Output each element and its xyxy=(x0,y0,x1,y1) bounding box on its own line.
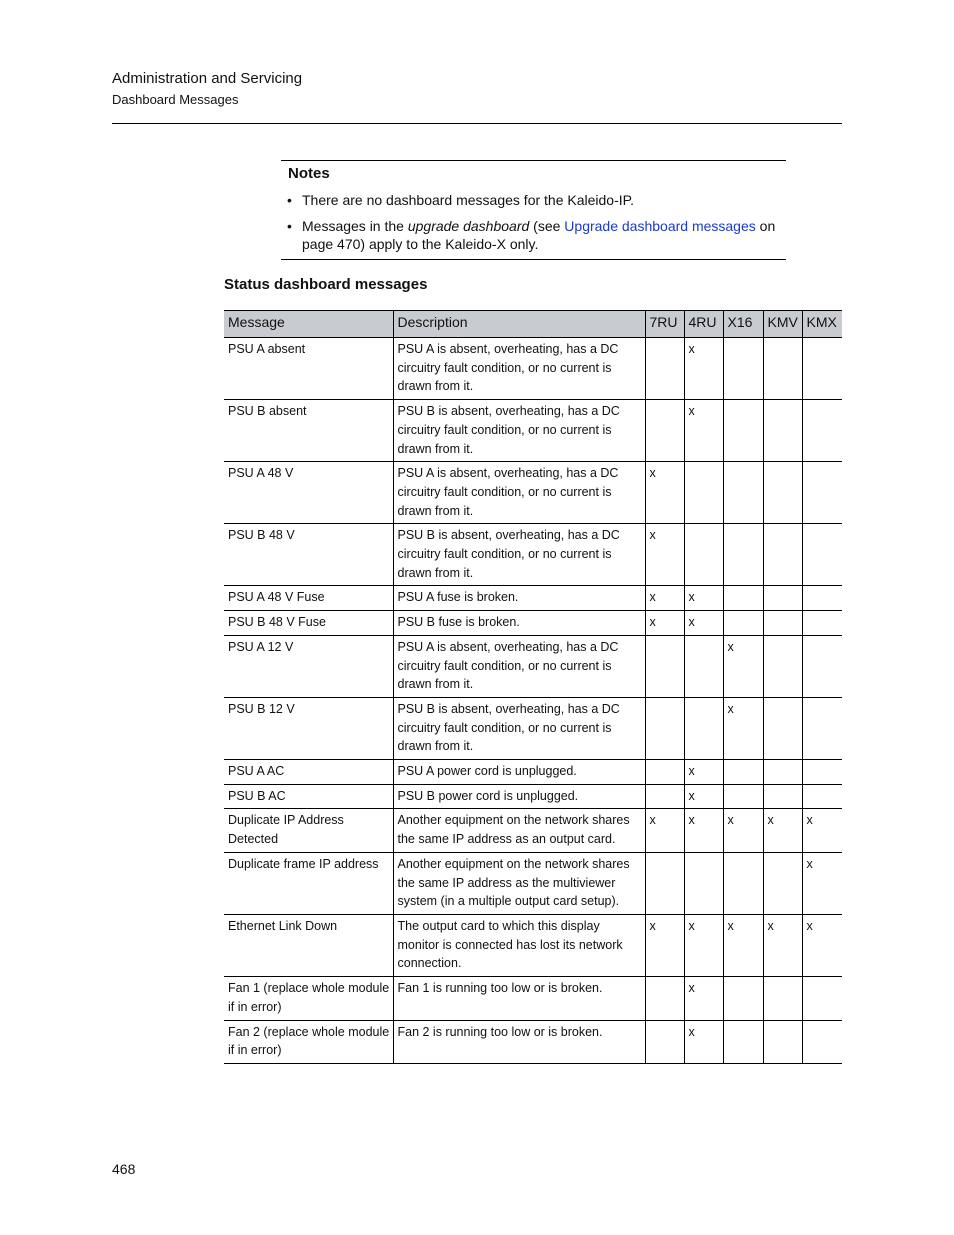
message-cell: Duplicate frame IP address xyxy=(224,852,393,914)
message-cell: PSU B 48 V xyxy=(224,524,393,586)
cell-x16 xyxy=(723,1020,763,1063)
cell-kmx: x xyxy=(802,852,842,914)
cell-x16 xyxy=(723,462,763,524)
table-row xyxy=(224,809,842,852)
cell-7ru xyxy=(645,1020,684,1063)
cell-x16: x xyxy=(723,914,763,976)
status-messages-table xyxy=(224,310,842,1064)
message-cell: Duplicate IP Address Detected xyxy=(224,809,393,852)
cell-x16 xyxy=(723,611,763,636)
cell-x16 xyxy=(723,852,763,914)
cell-kmx xyxy=(802,635,842,697)
cell-4ru: x xyxy=(684,611,723,636)
cell-4ru xyxy=(684,635,723,697)
cell-7ru xyxy=(645,635,684,697)
cell-kmv xyxy=(763,524,802,586)
cell-x16: x xyxy=(723,635,763,697)
table-row xyxy=(224,914,842,976)
table-row xyxy=(224,524,842,586)
cell-kmx: x xyxy=(802,914,842,976)
cell-kmv xyxy=(763,338,802,400)
cell-x16 xyxy=(723,524,763,586)
cell-4ru: x xyxy=(684,784,723,809)
note-item xyxy=(281,191,786,209)
message-cell: Fan 2 (replace whole module if in error) xyxy=(224,1020,393,1063)
note-text: (see xyxy=(529,218,565,234)
cell-kmv: x xyxy=(763,809,802,852)
message-cell: PSU A absent xyxy=(224,338,393,400)
description-cell: PSU B is absent, overheating, has a DC circuitry fault condition, or no current is drawn from it. xyxy=(393,400,645,462)
header-rule xyxy=(112,123,842,124)
message-cell: PSU B AC xyxy=(224,784,393,809)
column-header: 7RU xyxy=(645,311,684,338)
note-text: There are no dashboard messages for the Kaleido-IP. xyxy=(302,192,635,208)
cell-kmv xyxy=(763,400,802,462)
message-cell: PSU B 48 V Fuse xyxy=(224,611,393,636)
cell-7ru xyxy=(645,697,684,759)
cell-kmx xyxy=(802,611,842,636)
cell-7ru: x xyxy=(645,914,684,976)
column-header: 4RU xyxy=(684,311,723,338)
note-italic-term: upgrade dashboard xyxy=(407,218,530,234)
table-row xyxy=(224,462,842,524)
cell-7ru xyxy=(645,338,684,400)
cell-kmx xyxy=(802,760,842,785)
cell-kmv xyxy=(763,586,802,611)
cell-x16 xyxy=(723,784,763,809)
column-header: KMX xyxy=(802,311,842,338)
cell-7ru xyxy=(645,400,684,462)
message-cell: Ethernet Link Down xyxy=(224,914,393,976)
cell-7ru xyxy=(645,760,684,785)
column-header: Description xyxy=(393,311,645,338)
description-cell: Another equipment on the network shares the same IP address as the multiviewer system (in a multiple output card setup). xyxy=(393,852,645,914)
cell-kmv xyxy=(763,462,802,524)
cell-4ru xyxy=(684,852,723,914)
cell-kmv xyxy=(763,635,802,697)
description-cell: PSU B power cord is unplugged. xyxy=(393,784,645,809)
cell-x16 xyxy=(723,338,763,400)
cell-kmx xyxy=(802,524,842,586)
cell-kmx xyxy=(802,400,842,462)
cell-x16: x xyxy=(723,697,763,759)
cell-kmx xyxy=(802,338,842,400)
cell-kmx xyxy=(802,1020,842,1063)
cell-4ru: x xyxy=(684,914,723,976)
cell-kmx: x xyxy=(802,809,842,852)
description-cell: Fan 2 is running too low or is broken. xyxy=(393,1020,645,1063)
message-cell: PSU B absent xyxy=(224,400,393,462)
cell-4ru xyxy=(684,524,723,586)
note-text: on page 470) apply to the Kaleido-X only. xyxy=(302,218,776,252)
bullet-icon: • xyxy=(287,192,292,208)
cell-4ru: x xyxy=(684,586,723,611)
notes-box xyxy=(281,160,786,260)
cell-7ru xyxy=(645,784,684,809)
message-cell: PSU A 12 V xyxy=(224,635,393,697)
description-cell: PSU B is absent, overheating, has a DC circuitry fault condition, or no current is drawn from it. xyxy=(393,697,645,759)
cell-kmv xyxy=(763,977,802,1020)
column-header: X16 xyxy=(723,311,763,338)
cell-7ru: x xyxy=(645,809,684,852)
section-title: Status dashboard messages xyxy=(224,276,428,293)
message-cell: PSU A 48 V Fuse xyxy=(224,586,393,611)
bullet-icon: • xyxy=(287,218,292,234)
cell-kmv xyxy=(763,611,802,636)
cell-x16 xyxy=(723,760,763,785)
cell-7ru: x xyxy=(645,524,684,586)
description-cell: Fan 1 is running too low or is broken. xyxy=(393,977,645,1020)
note-text: Messages in the xyxy=(302,218,408,234)
cell-4ru: x xyxy=(684,809,723,852)
cell-kmv xyxy=(763,784,802,809)
cell-x16 xyxy=(723,977,763,1020)
description-cell: PSU A fuse is broken. xyxy=(393,586,645,611)
table-row xyxy=(224,611,842,636)
description-cell: PSU A is absent, overheating, has a DC circuitry fault condition, or no current is drawn from it. xyxy=(393,635,645,697)
running-header-subtitle: Dashboard Messages xyxy=(112,92,239,107)
page-number: 468 xyxy=(112,1161,136,1177)
cell-4ru xyxy=(684,697,723,759)
cell-7ru xyxy=(645,852,684,914)
cell-kmx xyxy=(802,697,842,759)
message-cell: PSU B 12 V xyxy=(224,697,393,759)
description-cell: PSU A is absent, overheating, has a DC circuitry fault condition, or no current is drawn from it. xyxy=(393,462,645,524)
upgrade-dashboard-link[interactable]: Upgrade dashboard messages xyxy=(564,218,756,234)
table-row xyxy=(224,697,842,759)
table-row xyxy=(224,1020,842,1063)
cell-kmv: x xyxy=(763,914,802,976)
table-row xyxy=(224,338,842,400)
table-header-row xyxy=(224,311,842,338)
cell-7ru xyxy=(645,977,684,1020)
description-cell: PSU A power cord is unplugged. xyxy=(393,760,645,785)
table-row xyxy=(224,586,842,611)
cell-kmx xyxy=(802,977,842,1020)
running-header-title: Administration and Servicing xyxy=(112,70,303,87)
cell-7ru: x xyxy=(645,462,684,524)
cell-4ru: x xyxy=(684,400,723,462)
description-cell: The output card to which this display monitor is connected has lost its network connection. xyxy=(393,914,645,976)
cell-kmv xyxy=(763,1020,802,1063)
cell-7ru: x xyxy=(645,611,684,636)
cell-x16 xyxy=(723,586,763,611)
cell-kmx xyxy=(802,586,842,611)
cell-4ru xyxy=(684,462,723,524)
cell-kmx xyxy=(802,784,842,809)
cell-kmv xyxy=(763,697,802,759)
table-row xyxy=(224,784,842,809)
description-cell: PSU B fuse is broken. xyxy=(393,611,645,636)
cell-4ru: x xyxy=(684,760,723,785)
message-cell: PSU A 48 V xyxy=(224,462,393,524)
table-row xyxy=(224,977,842,1020)
cell-4ru: x xyxy=(684,977,723,1020)
table-row xyxy=(224,400,842,462)
cell-kmv xyxy=(763,852,802,914)
table-row xyxy=(224,852,842,914)
notes-title: Notes xyxy=(288,165,330,182)
description-cell: PSU B is absent, overheating, has a DC circuitry fault condition, or no current is drawn from it. xyxy=(393,524,645,586)
message-cell: PSU A AC xyxy=(224,760,393,785)
column-header: Message xyxy=(224,311,393,338)
cell-4ru: x xyxy=(684,338,723,400)
cell-kmv xyxy=(763,760,802,785)
cell-7ru: x xyxy=(645,586,684,611)
table-row xyxy=(224,760,842,785)
table-row xyxy=(224,635,842,697)
cell-4ru: x xyxy=(684,1020,723,1063)
cell-kmx xyxy=(802,462,842,524)
description-cell: Another equipment on the network shares the same IP address as an output card. xyxy=(393,809,645,852)
cell-x16: x xyxy=(723,809,763,852)
note-item xyxy=(281,217,786,253)
message-cell: Fan 1 (replace whole module if in error) xyxy=(224,977,393,1020)
cell-x16 xyxy=(723,400,763,462)
column-header: KMV xyxy=(763,311,802,338)
description-cell: PSU A is absent, overheating, has a DC circuitry fault condition, or no current is drawn from it. xyxy=(393,338,645,400)
